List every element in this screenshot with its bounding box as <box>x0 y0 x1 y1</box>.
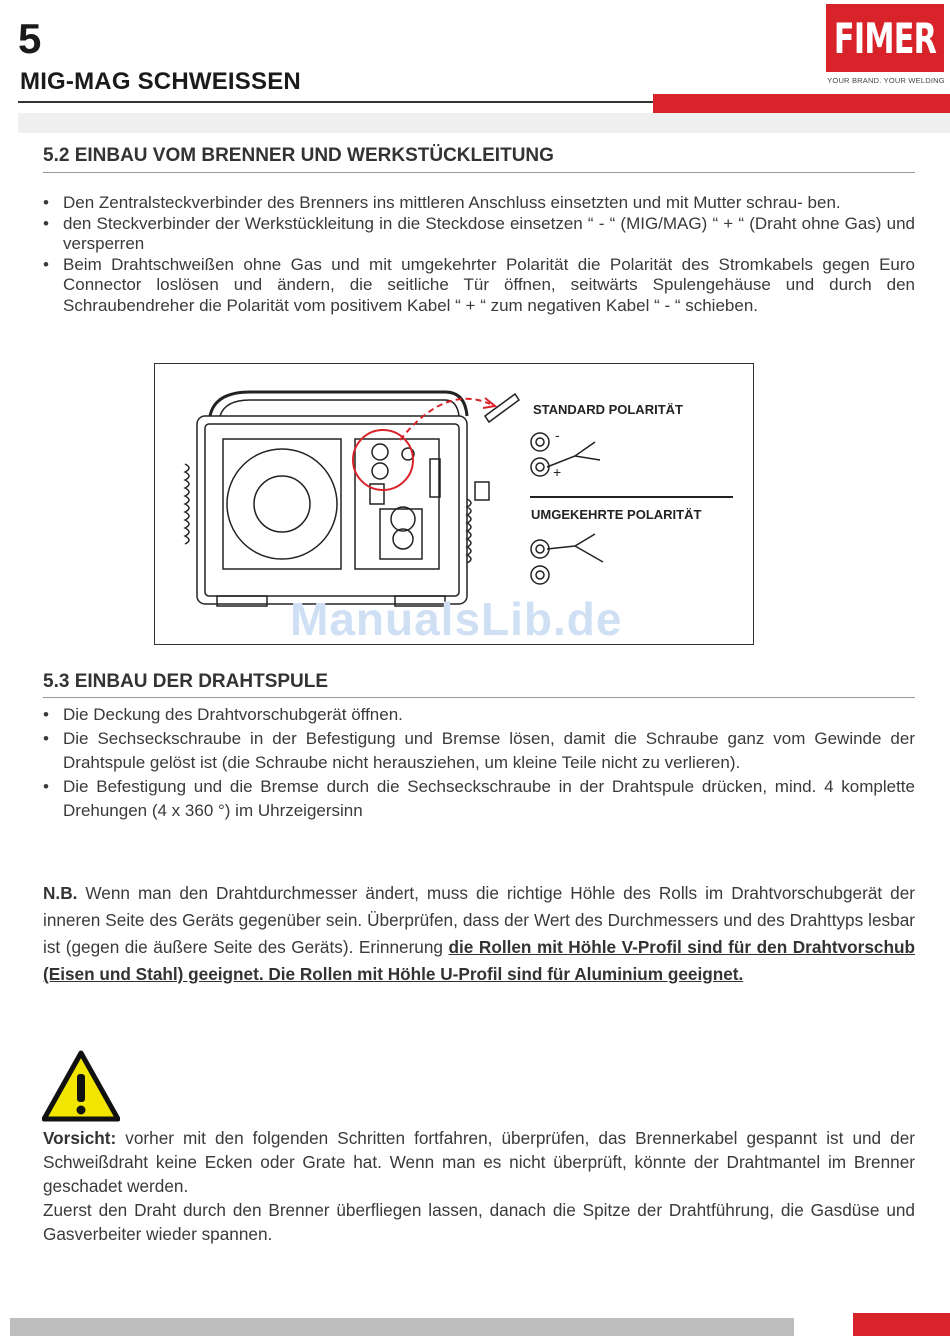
plus-sign: + <box>553 464 562 480</box>
section-5-3-title: 5.3 EINBAU DER DRAHTSPULE <box>43 671 329 692</box>
watermark: ManualsLib.de <box>290 593 623 645</box>
note-paragraph <box>43 880 915 988</box>
standard-polarity-label: STANDARD POLARITÄT <box>533 402 683 417</box>
list-item: • Die Sechseckschraube in der Befestigung und Bremse lösen, damit die Schraube ganz vom Gewinde der Drahtspule gelöst ist (die Schraube nicht herausziehen, um kleine Teile nicht zu verlieren). <box>43 727 915 775</box>
caution-text: vorher mit den folgenden Schritten fortfahren, überprüfen, das Brennerkabel gespannt ist und der Schweißdraht keine Ecken oder Grate hat. Wenn man es nicht überprüft, könnte der Drahtmantel im Brenner geschadet werden. <box>43 1128 915 1196</box>
minus-sign: - <box>555 427 560 443</box>
chapter-number: 5 <box>18 15 42 62</box>
footer-grey-bar <box>10 1318 794 1336</box>
caution-lead: Vorsicht: <box>43 1128 117 1148</box>
title-underline <box>18 101 653 103</box>
note-lead: N.B. <box>43 883 78 903</box>
list-item: • den Steckverbinder der Werkstückleitung in die Steckdose einsetzen “ - “ (MIG/MAG) “ + “ (Draht ohne Gas) und versperren <box>43 214 915 255</box>
note-text: Wenn man den Drahtdurchmesser ändert, muss die richtige Höhle des Rolls im Drahtvorschubgerät der inneren Seite des Geräts gegenüber sein. Überprüfen, dass der Wert des Durchmessers und des Drahttyps lesbar ist (gegen die äußere Seite des Geräts). Erinnerung <box>43 883 915 957</box>
list-item: • Beim Drahtschweißen ohne Gas und mit umgekehrter Polarität die Polarität des Stromkabels gegen Euro Connector loslösen und ändern, die seitliche Tür öffnen, seitwärts Spulengehäuse und durch den Schraubendreher die Polarität vom positivem Kabel “ + “ zum negativen Kabel “ - “ schieben. <box>43 255 915 317</box>
section-5-2-title: 5.2 EINBAU VOM BRENNER UND WERKSTÜCKLEITUNG <box>43 145 554 166</box>
chapter-title: MIG-MAG SCHWEISSEN <box>20 68 301 95</box>
list-item: • Die Befestigung und die Bremse durch die Sechseckschraube in der Drahtspule drücken, mind. 4 komplette Drehungen (4 x 360 °) im Uhrzeigersinn <box>43 775 915 823</box>
section-5-3-rule <box>43 697 915 698</box>
reverse-polarity-label: UMGEKEHRTE POLARITÄT <box>531 507 702 522</box>
caution-text-2: Zuerst den Draht durch den Brenner überfliegen lassen, danach die Spitze der Drahtführung, die Gasdüse und Gasverbeiter wieder spannen. <box>43 1200 915 1244</box>
warning-icon <box>42 1050 120 1122</box>
header-red-bar <box>653 94 950 113</box>
note-emphasis: die Rollen mit Höhle V-Profil sind für den Drahtvorschub (Eisen und Stahl) geeignet. Die Rollen mit Höhle U-Profil sind für Aluminium geeignet. <box>43 937 915 984</box>
fimer-logo <box>826 4 944 72</box>
list-item: • Den Zentralsteckverbinder des Brenners ins mittleren Anschluss einsetzten und mit Mutter schrau- ben. <box>43 193 915 214</box>
grey-band <box>18 113 950 133</box>
caution-paragraph <box>43 1126 915 1246</box>
section-5-2-rule <box>43 172 915 173</box>
section-5-3-list <box>43 703 915 823</box>
list-item: • Die Deckung des Drahtvorschubgerät öffnen. <box>43 703 915 727</box>
footer-red-bar <box>853 1313 950 1336</box>
logo-tagline: YOUR BRAND. YOUR WELDING <box>827 76 945 85</box>
section-5-2-list <box>43 193 915 316</box>
logo-text: FIMER <box>833 13 937 63</box>
